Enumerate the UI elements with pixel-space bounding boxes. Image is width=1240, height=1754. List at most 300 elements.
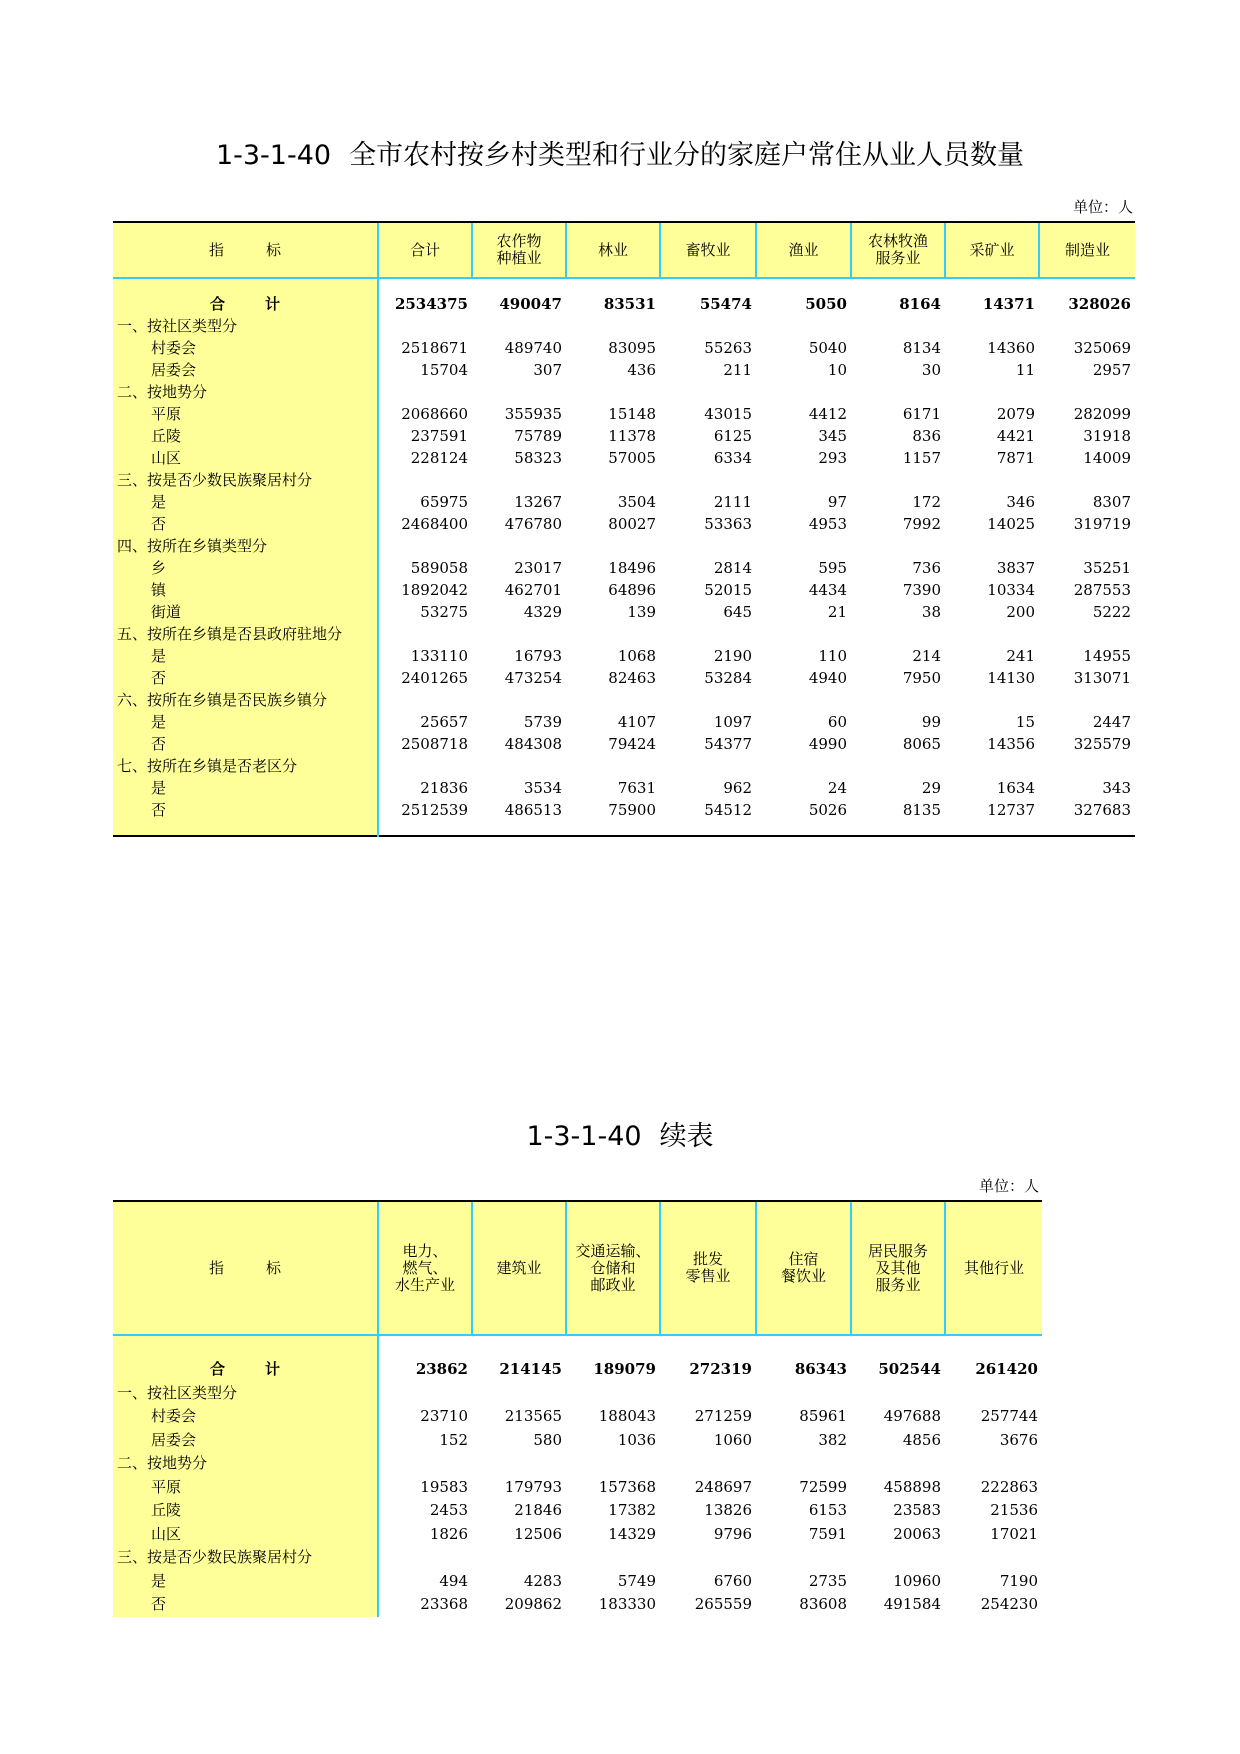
cell-value: 491584 [883,1595,941,1613]
cell-value: 484308 [504,735,562,753]
cell-value: 2453 [429,1501,468,1519]
cell-value: 3676 [999,1430,1038,1449]
total-value: 14371 [982,295,1035,313]
pad-cell [660,1335,756,1358]
cell-value [660,315,756,337]
cell-value: 2508718 [401,735,468,753]
cell-value [472,1382,566,1406]
cell-value [566,381,660,403]
cell-value: 248697 [694,1477,752,1496]
column-header [756,1201,851,1335]
cell-value [945,469,1039,491]
cell-value: 152 [439,1430,468,1449]
cell-value: 43015 [704,405,752,423]
cell-value [566,1546,660,1570]
table1-title-text: 全市农村按乡村类型和行业分的家庭户常住从业人员数量 [349,140,1025,171]
row-label: 三、按是否少数民族聚居村分 [113,469,378,491]
column-header-line: 服务业 [875,249,921,267]
cell-value: 325069 [1073,339,1131,357]
table-row [113,1593,1042,1617]
column-header-line: 林业 [597,240,628,259]
cell-value [1039,315,1135,337]
cell-value: 14356 [987,735,1035,753]
row-label: 否 [113,667,378,689]
cell-value: 21 [827,603,847,621]
cell-value: 110 [818,647,847,665]
column-header-line: 合计 [409,240,440,259]
cell-value: 53275 [420,603,468,621]
group-row [113,1452,1042,1476]
cell-value: 962 [723,779,752,797]
cell-value [472,689,566,711]
cell-value: 179793 [504,1477,562,1496]
cell-value: 2512539 [401,801,468,819]
cell-value: 2814 [713,559,752,577]
cell-value: 2401265 [401,669,468,687]
column-header [945,222,1039,278]
cell-value: 29 [921,779,941,797]
cell-value: 12737 [987,801,1035,819]
cell-value: 307 [533,361,562,379]
column-header-line: 其他行业 [963,1258,1024,1277]
table2 [113,1200,1042,1617]
table-row [113,777,1135,799]
cell-value: 213565 [504,1407,562,1425]
index-header [113,1201,378,1335]
table-row [113,579,1135,601]
cell-value: 3534 [523,779,562,797]
cell-value [378,1546,472,1570]
cell-value [945,1382,1042,1406]
cell-value: 2735 [808,1571,847,1590]
total-value: 5050 [805,295,847,313]
cell-value: 10960 [893,1571,941,1590]
cell-value: 6760 [713,1571,752,1590]
row-label: 二、按地势分 [113,381,378,403]
row-label: 五、按所在乡镇是否县政府驻地分 [113,623,378,645]
group-row [113,535,1135,557]
cell-value: 139 [627,603,656,621]
cell-value: 21836 [420,779,468,797]
cell-value: 17382 [608,1501,656,1519]
cell-value: 11 [1015,361,1035,379]
cell-value: 8134 [902,339,941,357]
cell-value: 458898 [883,1477,941,1496]
column-header [378,222,472,278]
column-header-line: 零售业 [685,1267,731,1285]
cell-value: 222863 [980,1477,1038,1496]
table-row [113,601,1135,623]
table-row [113,799,1135,821]
cell-value: 265559 [694,1595,752,1613]
cell-value: 1157 [902,449,941,467]
pad-cell [945,278,1039,293]
column-header [566,1201,660,1335]
cell-value: 473254 [504,669,562,687]
row-label: 一、按社区类型分 [113,315,378,337]
cell-value [378,689,472,711]
cell-value: 580 [533,1430,562,1449]
total-label-char: 计 [265,295,281,313]
cell-value: 436 [627,361,656,379]
cell-value [472,755,566,777]
row-label: 平原 [113,403,378,425]
pad-cell [113,278,378,293]
cell-value: 257744 [980,1407,1038,1425]
cell-value: 325579 [1073,735,1131,753]
row-label: 居委会 [113,1429,378,1453]
cell-value: 15148 [608,405,656,423]
index-header-char: 指 [208,240,224,259]
cell-value [756,755,851,777]
group-row [113,1382,1042,1406]
pad-cell [378,1335,472,1358]
cell-value: 23017 [514,559,562,577]
cell-value: 6153 [808,1501,847,1519]
cell-value [756,535,851,557]
cell-value: 157368 [598,1477,656,1496]
cell-value [945,755,1039,777]
cell-value: 4856 [902,1430,941,1449]
cell-value [851,1546,945,1570]
cell-value: 38 [921,603,941,621]
table1-title-number: 1-3-1-40 [215,140,332,171]
row-label: 是 [113,1570,378,1594]
cell-value: 13267 [514,493,562,511]
table2-title-text: 续表 [659,1121,714,1152]
column-header [472,222,566,278]
cell-value: 476780 [504,515,562,533]
row-label: 村委会 [113,337,378,359]
cell-value: 241 [1006,647,1035,665]
cell-value: 21536 [990,1501,1038,1519]
table-row [113,557,1135,579]
pad-cell [756,278,851,293]
cell-value [756,1382,851,1406]
cell-value [566,755,660,777]
cell-value: 2111 [713,493,752,511]
total-value: 23862 [415,1360,468,1378]
cell-value: 211 [723,361,752,379]
total-value: 502544 [878,1360,941,1378]
cell-value [660,381,756,403]
index-header-char: 标 [266,1258,282,1277]
cell-value [945,689,1039,711]
column-header [660,222,756,278]
row-label: 山区 [113,1523,378,1547]
total-value: 189079 [593,1360,656,1378]
cell-value: 172 [912,493,941,511]
group-row [113,469,1135,491]
total-value: 55474 [699,295,752,313]
cell-value [378,381,472,403]
table-row [113,337,1135,359]
column-header-line: 邮政业 [590,1275,636,1294]
cell-value: 209862 [504,1595,562,1613]
column-header-line: 及其他 [875,1258,921,1277]
column-header-line: 交通运输、 [575,1241,651,1260]
cell-value: 237591 [410,427,468,445]
column-header [472,1201,566,1335]
cell-value [851,1452,945,1476]
column-header [566,222,660,278]
column-header-line: 渔业 [788,240,819,259]
cell-value: 8307 [1092,493,1131,511]
cell-value: 14329 [608,1524,656,1543]
row-label: 山区 [113,447,378,469]
cell-value: 17021 [990,1524,1038,1543]
total-value: 8164 [899,295,941,313]
cell-value: 7190 [999,1571,1038,1590]
cell-value: 83608 [799,1595,847,1613]
cell-value: 589058 [410,559,468,577]
column-header-line: 种植业 [496,249,542,267]
row-label: 否 [113,1593,378,1617]
cell-value: 1060 [713,1430,752,1449]
cell-value [378,755,472,777]
column-header [756,222,851,278]
cell-value [945,535,1039,557]
pad-cell [851,1335,945,1358]
table-row [113,359,1135,381]
cell-value: 25657 [420,713,468,731]
cell-value [756,315,851,337]
cell-value: 60 [827,713,847,731]
cell-value [1039,689,1135,711]
column-header-line: 采矿业 [969,240,1015,259]
cell-value [851,469,945,491]
cell-value: 4412 [808,405,847,423]
column-header [851,1201,945,1335]
cell-value: 836 [912,427,941,445]
cell-value [851,1382,945,1406]
cell-value [378,623,472,645]
cell-value [378,535,472,557]
cell-value [945,1546,1042,1570]
group-row [113,1546,1042,1570]
cell-value [566,1452,660,1476]
row-label: 是 [113,711,378,733]
cell-value [851,755,945,777]
cell-value [378,315,472,337]
pad-cell [851,821,945,836]
pad-cell [566,821,660,836]
cell-value [660,689,756,711]
pad-cell [756,821,851,836]
cell-value: 12506 [514,1524,562,1543]
cell-value: 8065 [902,735,941,753]
cell-value: 23583 [893,1501,941,1519]
column-header-line: 水生产业 [394,1275,455,1294]
cell-value: 2518671 [401,339,468,357]
cell-value [566,623,660,645]
cell-value: 21846 [514,1501,562,1519]
cell-value: 4329 [523,603,562,621]
cell-value: 7591 [808,1524,847,1543]
cell-value: 52015 [704,581,752,599]
cell-value: 1068 [617,647,656,665]
cell-value: 4953 [808,515,847,533]
cell-value [851,315,945,337]
cell-value: 54512 [704,801,752,819]
column-header [378,1201,472,1335]
index-header-char: 指 [208,1258,224,1277]
pad-cell [472,1335,566,1358]
cell-value: 497688 [883,1407,941,1425]
cell-value: 214 [912,647,941,665]
cell-value: 1634 [996,779,1035,797]
cell-value: 287553 [1073,581,1131,599]
column-header [945,1201,1042,1335]
cell-value: 14360 [987,339,1035,357]
cell-value: 7631 [617,779,656,797]
cell-value: 75789 [514,427,562,445]
pad-cell [566,278,660,293]
cell-value [566,1382,660,1406]
cell-value: 486513 [504,801,562,819]
cell-value: 30 [921,361,941,379]
total-label-char: 计 [265,1360,281,1378]
row-label: 是 [113,491,378,513]
table-row [113,491,1135,513]
total-value: 86343 [794,1360,847,1378]
cell-value: 200 [1006,603,1035,621]
cell-value [660,623,756,645]
cell-value [1039,535,1135,557]
cell-value: 2957 [1092,361,1131,379]
pad-cell [1039,278,1135,293]
index-header [113,222,378,278]
row-label: 居委会 [113,359,378,381]
cell-value [756,623,851,645]
column-header-line: 居民服务 [867,1241,928,1260]
cell-value: 133110 [410,647,468,665]
cell-value [566,469,660,491]
cell-value: 75900 [608,801,656,819]
cell-value [660,755,756,777]
total-row [113,293,1135,315]
cell-value: 5040 [808,339,847,357]
cell-value: 99 [921,713,941,731]
column-header-line: 电力、 [402,1241,448,1260]
cell-value: 271259 [694,1407,752,1425]
cell-value [472,469,566,491]
table-row [113,667,1135,689]
cell-value: 5222 [1092,603,1131,621]
cell-value: 462701 [504,581,562,599]
column-header-line: 农作物 [496,232,542,250]
cell-value: 4421 [996,427,1035,445]
cell-value: 5739 [523,713,562,731]
cell-value [945,1452,1042,1476]
cell-value: 6171 [902,405,941,423]
row-label: 是 [113,645,378,667]
cell-value [472,1452,566,1476]
column-header-line: 住宿 [788,1250,819,1268]
cell-value: 3837 [996,559,1035,577]
cell-value: 595 [818,559,847,577]
cell-value: 9796 [713,1524,752,1543]
pad-cell [945,1335,1042,1358]
cell-value [660,1452,756,1476]
table-row [113,403,1135,425]
cell-value: 2068660 [401,405,468,423]
table1-unit: 单位：人 [1072,198,1133,216]
pad-cell [660,278,756,293]
table-row [113,513,1135,535]
cell-value: 736 [912,559,941,577]
cell-value: 35251 [1083,559,1131,577]
cell-value: 23710 [420,1407,468,1425]
cell-value: 345 [818,427,847,445]
column-header-line: 畜牧业 [685,240,731,259]
cell-value [660,1382,756,1406]
group-row [113,689,1135,711]
cell-value [851,689,945,711]
row-label: 丘陵 [113,425,378,447]
pad-cell [566,1335,660,1358]
cell-value: 254230 [980,1595,1038,1613]
table-row [113,1523,1042,1547]
pad-cell [472,278,566,293]
cell-value: 11378 [608,427,656,445]
cell-value [566,535,660,557]
cell-value [378,1382,472,1406]
cell-value [660,469,756,491]
cell-value [945,315,1039,337]
table-row [113,1499,1042,1523]
total-value: 83531 [603,295,656,313]
cell-value [1039,381,1135,403]
cell-value [378,1452,472,1476]
cell-value: 4283 [523,1571,562,1590]
cell-value: 2468400 [401,515,468,533]
pad-cell [945,821,1039,836]
cell-value: 14955 [1083,647,1131,665]
table2-unit: 单位：人 [978,1177,1039,1195]
cell-value [378,469,472,491]
cell-value: 54377 [704,735,752,753]
cell-value [1039,469,1135,491]
cell-value [566,689,660,711]
row-label: 否 [113,733,378,755]
total-label-char: 合 [209,295,225,313]
cell-value: 188043 [598,1407,656,1425]
cell-value: 494 [439,1571,468,1590]
cell-value [851,535,945,557]
cell-value: 1826 [429,1524,468,1543]
row-label: 乡 [113,557,378,579]
cell-value: 1036 [617,1430,656,1449]
column-header-line: 仓储和 [590,1258,636,1277]
index-header-char: 标 [266,240,282,259]
cell-value: 355935 [504,405,562,423]
row-label: 四、按所在乡镇类型分 [113,535,378,557]
column-header [1039,222,1135,278]
table-row [113,645,1135,667]
cell-value: 72599 [799,1477,847,1496]
cell-value [851,381,945,403]
cell-value [945,623,1039,645]
cell-value: 20063 [893,1524,941,1543]
column-header-line: 服务业 [875,1275,921,1294]
cell-value: 57005 [608,449,656,467]
cell-value: 79424 [608,735,656,753]
cell-value: 5749 [617,1571,656,1590]
cell-value: 82463 [608,669,656,687]
cell-value: 2079 [996,405,1035,423]
total-value: 328026 [1068,295,1131,313]
